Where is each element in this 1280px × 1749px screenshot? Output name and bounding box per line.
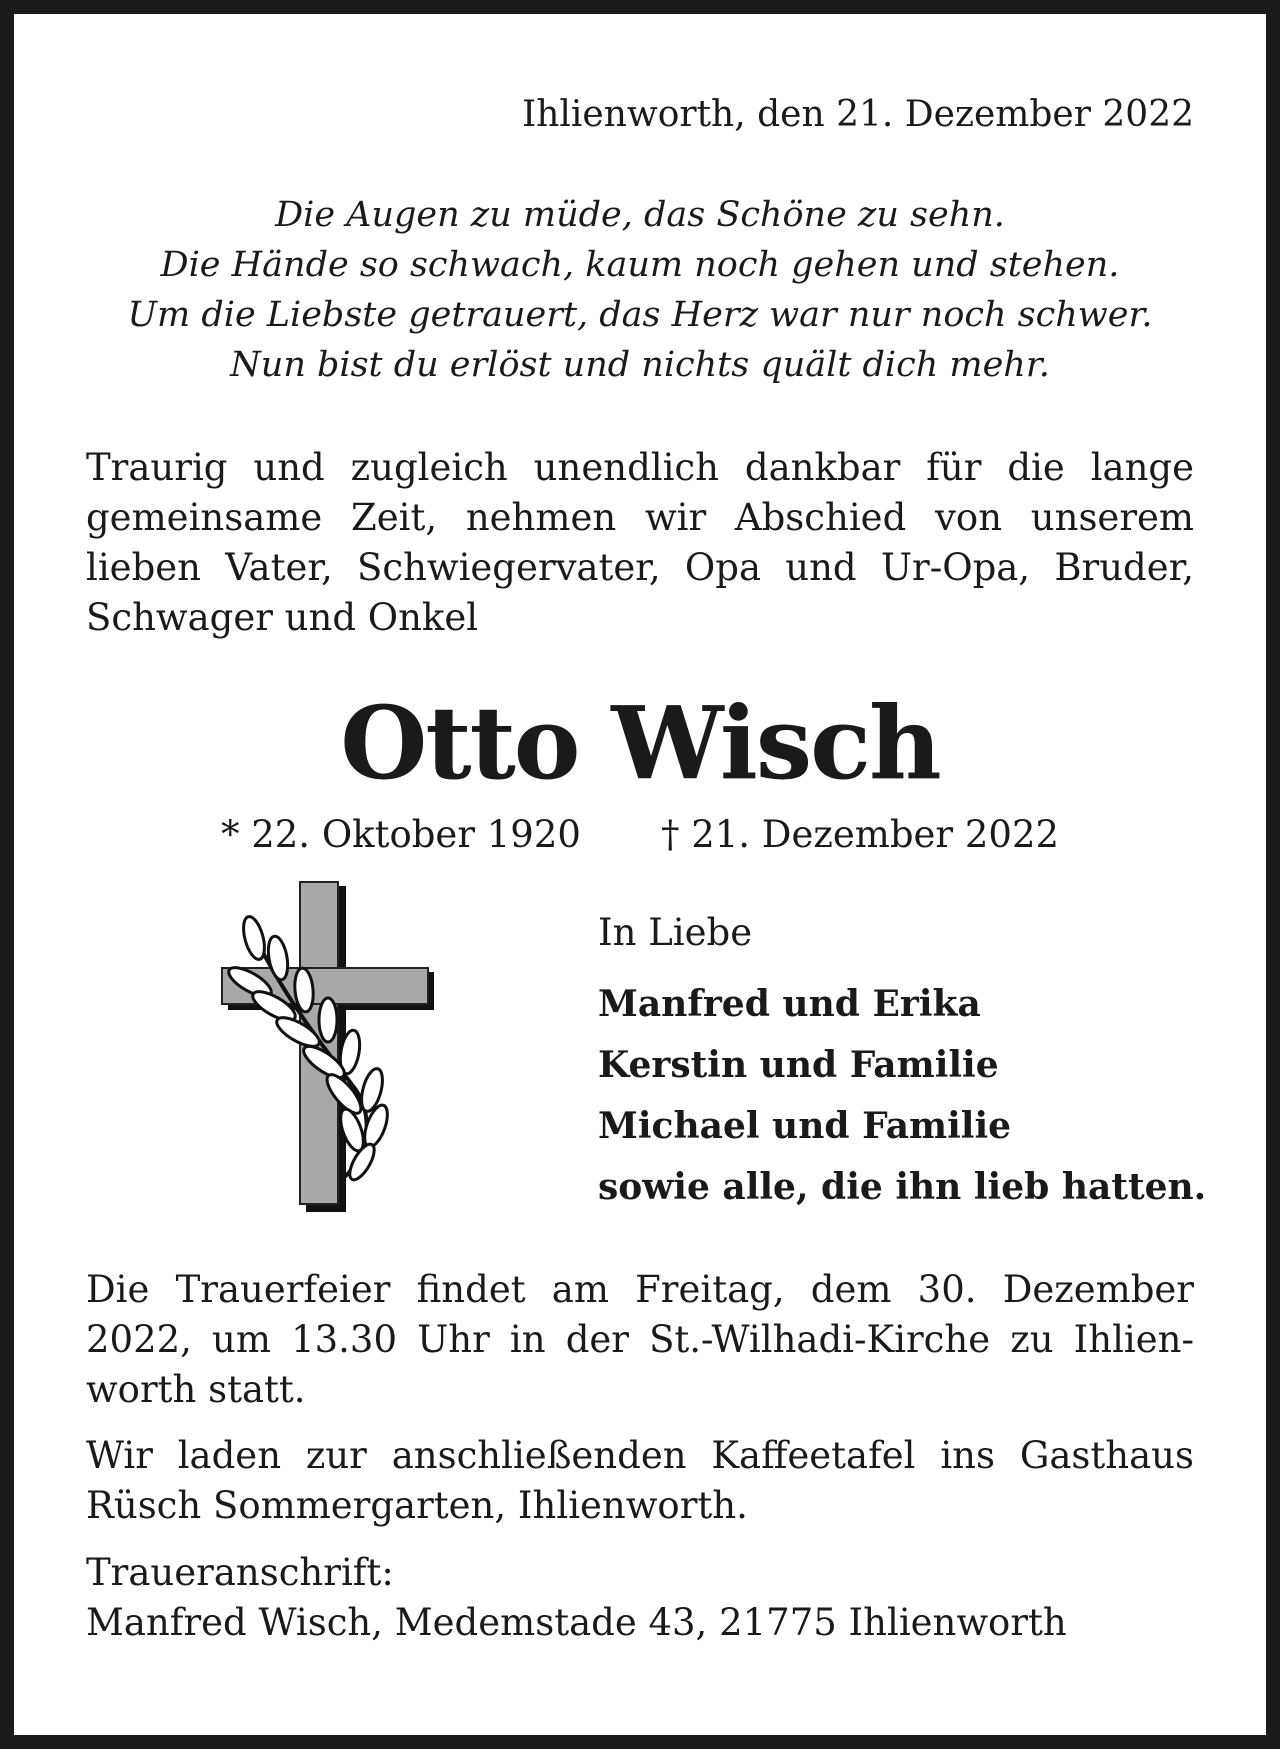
- family-member: Michael und Familie: [598, 1105, 1012, 1147]
- family-signature: [598, 910, 1207, 1218]
- family-member: Kerstin und Familie: [598, 1044, 999, 1086]
- poem-line: Die Augen zu müde, das Schöne zu sehn.: [275, 195, 1005, 235]
- poem: [86, 190, 1194, 390]
- address-label: Traueranschrift:: [86, 1551, 394, 1594]
- coffee-line: Wir laden zur anschließenden Kaffeetafel ins Gasthaus: [86, 1434, 1194, 1477]
- deceased-name: Otto Wisch: [340, 684, 940, 802]
- ceremony-line: Die Trauerfeier findet am Freitag, dem 30. Dezember: [86, 1268, 1194, 1311]
- mourning-address: [86, 1548, 1194, 1648]
- intro-line: gemeinsame Zeit, nehmen wir Abschied von unserem: [86, 496, 1194, 539]
- intro-line: Schwager und Onkel: [86, 596, 479, 639]
- family-member: sowie alle, die ihn lieb hatten.: [598, 1166, 1207, 1208]
- intro-paragraph: [86, 443, 1194, 643]
- poem-line: Um die Liebste getrauert, das Herz war nur noch schwer.: [127, 295, 1153, 335]
- in-love-label: In Liebe: [598, 911, 753, 954]
- ceremony-info: [86, 1265, 1194, 1415]
- coffee-line: Rüsch Sommergarten, Ihlienworth.: [86, 1484, 748, 1527]
- poem-line: Die Hände so schwach, kaum noch gehen und stehen.: [160, 245, 1120, 285]
- intro-line: Traurig und zugleich unendlich dankbar für die lange: [86, 446, 1194, 489]
- cross-with-palm-branch-icon: [216, 880, 446, 1225]
- poem-line: Nun bist du erlöst und nichts quält dich mehr.: [230, 345, 1050, 385]
- obituary-notice: [86, 0, 1207, 1749]
- family-member: Manfred und Erika: [598, 983, 981, 1025]
- intro-line: lieben Vater, Schwiegervater, Opa und Ur-Opa, Bruder,: [86, 546, 1194, 589]
- ceremony-line: 2022, um 13.30 Uhr in der St.-Wilhadi-Kirche zu Ihlien-: [86, 1318, 1194, 1361]
- ceremony-line: worth statt.: [86, 1368, 306, 1411]
- dateline: Ihlienworth, den 21. Dezember 2022: [521, 94, 1194, 135]
- birth-date: * 22. Oktober 1920: [220, 813, 581, 856]
- address-line: Manfred Wisch, Medemstade 43, 21775 Ihlienworth: [86, 1601, 1067, 1644]
- death-date: † 21. Dezember 2022: [660, 813, 1060, 856]
- life-dates: [86, 812, 1194, 858]
- coffee-invitation: [86, 1431, 1194, 1531]
